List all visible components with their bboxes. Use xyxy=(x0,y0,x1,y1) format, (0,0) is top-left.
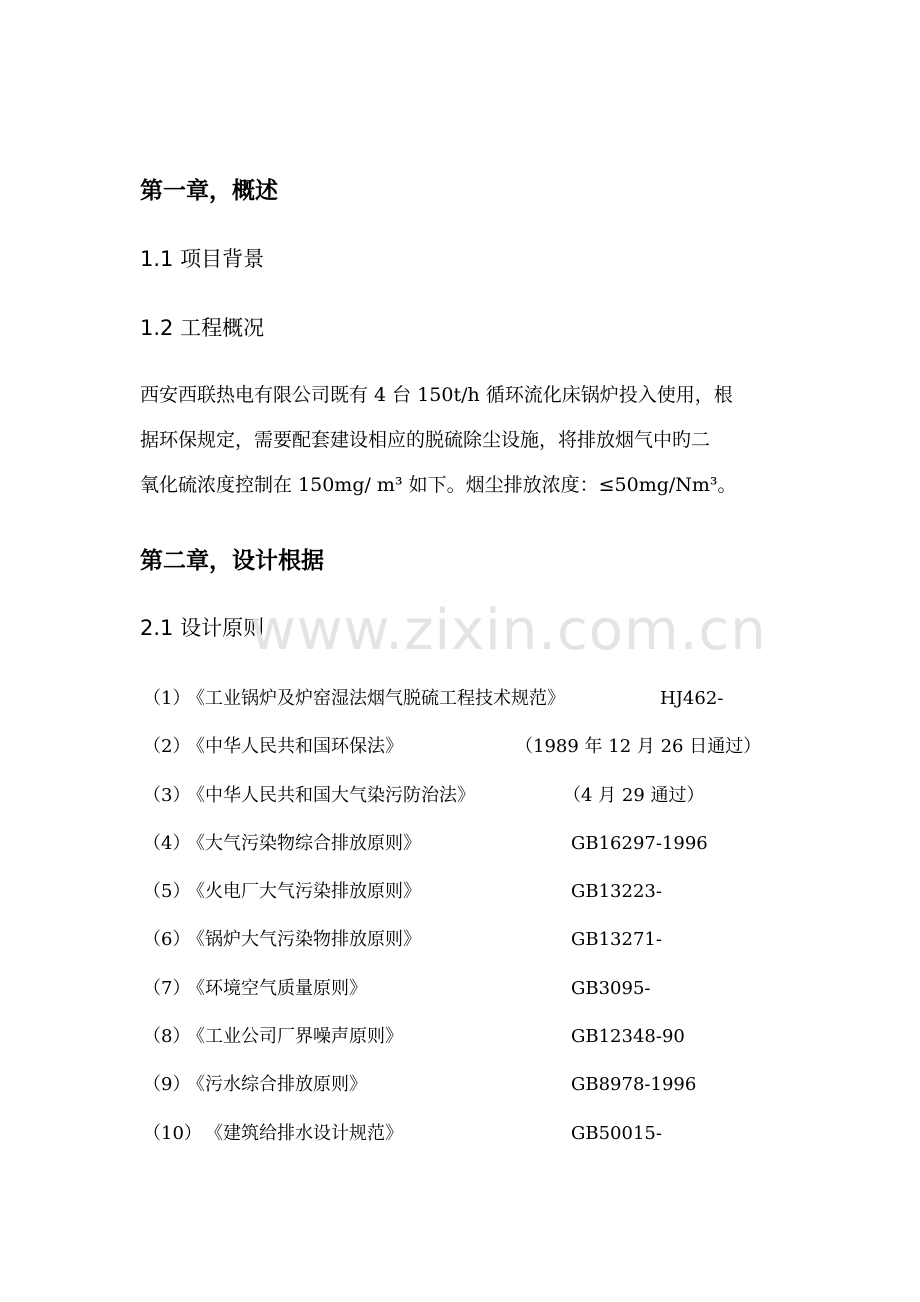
paragraph-line: 西安西联热电有限公司既有 4 台 150t/h 循环流化床锅炉投入使用，根 xyxy=(140,384,733,406)
reference-code: HJ462- xyxy=(660,688,724,709)
reference-item xyxy=(143,877,783,925)
reference-item xyxy=(143,829,783,877)
reference-number: （1） xyxy=(143,688,191,709)
reference-list xyxy=(143,684,783,1167)
watermark-text: www.zixin.com.cn xyxy=(250,598,767,663)
reference-item xyxy=(143,732,783,780)
reference-code: （4 月 29 通过） xyxy=(563,784,705,806)
section-1-1-heading: 1.1 项目背景 xyxy=(140,247,265,271)
reference-number: （8） xyxy=(143,1026,191,1048)
reference-code: （1989 年 12 月 26 日通过） xyxy=(515,736,762,758)
reference-item xyxy=(143,925,783,973)
reference-number: （4） xyxy=(143,832,191,854)
reference-title: 《污水综合排放原则》 xyxy=(187,1074,367,1096)
reference-item xyxy=(143,1119,783,1167)
section-2-1-heading: 2.1 设计原则 xyxy=(140,616,265,640)
reference-title: 《建筑给排水设计规范》 xyxy=(205,1122,403,1144)
reference-number: （10） xyxy=(143,1122,202,1144)
reference-number: （2） xyxy=(143,736,191,758)
section-1-2-heading: 1.2 工程概况 xyxy=(140,316,265,340)
reference-code: GB13271- xyxy=(571,929,662,951)
paragraph-line: 据环保规定，需要配套建设相应的脱硫除尘设施，将排放烟气中旳二 xyxy=(140,429,711,451)
reference-code: GB3095- xyxy=(571,977,651,999)
reference-title: 《中华人民共和国环保法》 xyxy=(187,736,403,758)
paragraph-line: 氧化硫浓度控制在 150mg/ m³ 如下。烟尘排放浓度：≤50mg/Nm³。 xyxy=(140,474,737,496)
overview-paragraph xyxy=(140,373,785,508)
reference-title: 《锅炉大气污染物排放原则》 xyxy=(187,929,421,951)
reference-code: GB12348-90 xyxy=(571,1026,685,1048)
reference-code: GB16297-1996 xyxy=(571,832,708,854)
chapter-2-heading: 第二章，设计根据 xyxy=(140,548,324,574)
reference-title: 《中华人民共和国大气染污防治法》 xyxy=(187,784,475,806)
reference-number: （7） xyxy=(143,977,191,999)
reference-number: （3） xyxy=(143,784,191,806)
reference-item xyxy=(143,974,783,1022)
reference-title: 《环境空气质量原则》 xyxy=(187,977,367,999)
reference-item xyxy=(143,684,783,732)
reference-title: 《火电厂大气污染排放原则》 xyxy=(187,881,421,903)
chapter-1-heading: 第一章，概述 xyxy=(140,178,278,204)
reference-number: （9） xyxy=(143,1074,191,1096)
reference-number: （6） xyxy=(143,929,191,951)
reference-item xyxy=(143,1070,783,1118)
reference-title: 《大气污染物综合排放原则》 xyxy=(187,832,421,854)
reference-number: （5） xyxy=(143,881,191,903)
reference-title: 《工业公司厂界噪声原则》 xyxy=(187,1026,403,1048)
reference-item xyxy=(143,1022,783,1070)
reference-code: GB8978-1996 xyxy=(571,1074,697,1096)
reference-item xyxy=(143,781,783,829)
reference-title: 《工业锅炉及炉窑湿法烟气脱硫工程技术规范》 xyxy=(187,688,565,709)
reference-code: GB50015- xyxy=(571,1122,662,1144)
reference-code: GB13223- xyxy=(571,881,662,903)
